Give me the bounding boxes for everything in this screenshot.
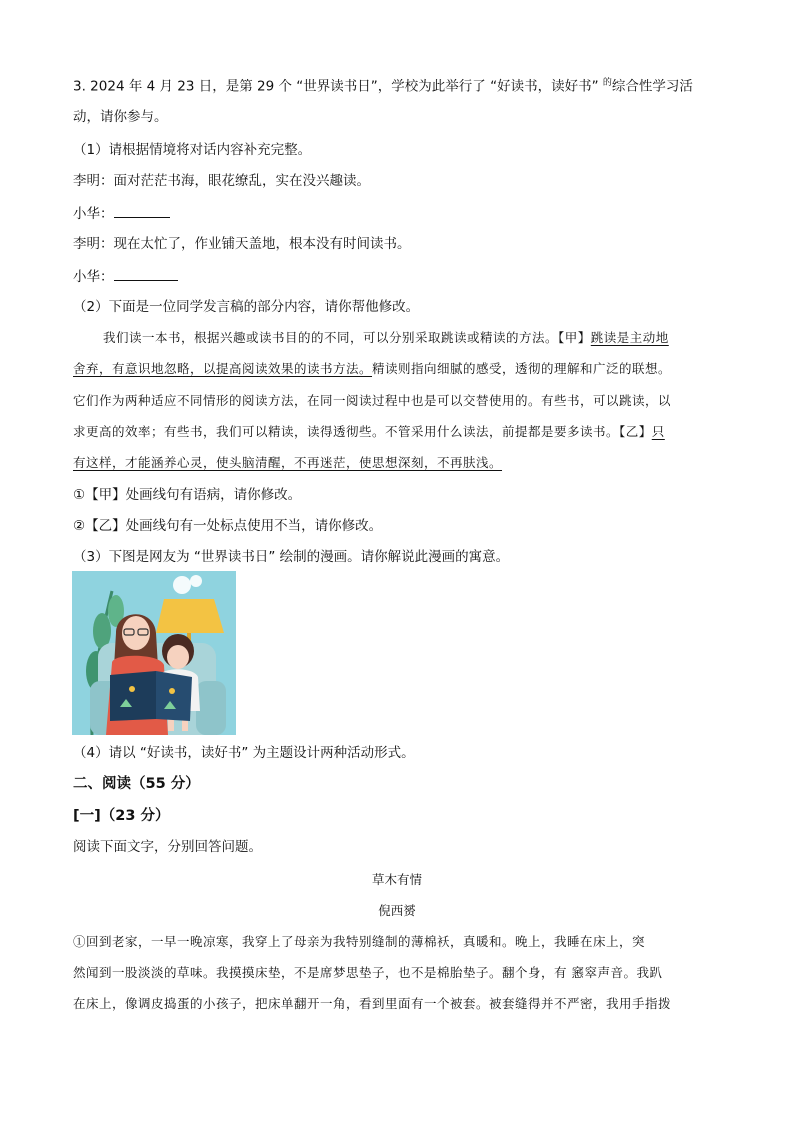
dialogue-xiaohua-1: 小华：: [73, 204, 170, 223]
part-3-prompt: （3）下图是网友为 “世界读书日” 绘制的漫画。请你解说此漫画的寓意。: [73, 549, 510, 565]
dialogue-liming-2: 李明：现在太忙了，作业铺天盖地，根本没有时间读书。: [73, 236, 411, 252]
comic-svg: [72, 571, 236, 735]
part-2-question-b: ②【乙】处画线句有一处标点使用不当，请你修改。: [73, 518, 383, 534]
article-line-3: 在床上，像调皮捣蛋的小孩子，把床单翻开一角，看到里面有一个被套。被套缝得并不严密，我用手指拨: [73, 996, 672, 1011]
dialogue-xiaohua-2: 小华：: [73, 267, 178, 286]
part-2-prompt: （2）下面是一位同学发言稿的部分内容，请你帮他修改。: [73, 299, 420, 315]
answer-blank-1[interactable]: [114, 204, 170, 218]
speech-paragraph-line-4: 求更高的效率；有些书，我们可以精读，读得透彻些。不管采用什么读法，前提都是要多读书。【乙】只: [73, 424, 665, 439]
part-2-question-a: ①【甲】处画线句有语病，请你修改。: [73, 487, 302, 503]
part-1-prompt: （1）请根据情境将对话内容补充完整。: [73, 142, 312, 158]
section-heading: 二、阅读（55 分）: [73, 776, 200, 792]
article-title: 草木有情: [371, 872, 422, 887]
underlined-sentence-jia: 跳读是主动地: [590, 330, 669, 345]
underlined-sentence-yi: 只: [651, 424, 665, 439]
reading-comic-illustration: [72, 571, 236, 735]
answer-blank-2[interactable]: [114, 267, 178, 281]
dialogue-liming-1: 李明：面对茫茫书海，眼花缭乱，实在没兴趣读。: [73, 173, 370, 189]
article-author: 倪西赟: [378, 903, 416, 918]
article-line-2: 然闻到一股淡淡的草味。我摸摸床垫，不是席梦思垫子，也不是棉胎垫子。翻个身，有 窸窣声音。我趴: [73, 965, 663, 980]
question-3-line-1: 3. 2024 年 4 月 23 日，是第 29 个 “世界读书日”，学校为此举行了 “好读书，读好书” $^的$综合性学习活: [73, 78, 693, 95]
speech-paragraph-line-5: 有这样，才能涵养心灵，使头脑清醒，不再迷茫，使思想深刻，不再肤浅。: [73, 455, 503, 470]
reading-instruction: 阅读下面文字，分别回答问题。: [73, 839, 262, 855]
speech-paragraph-line-2: 舍弃，有意识地忽略，以提高阅读效果的读书方法。精读则指向细腻的感受，透彻的理解和广泛的联想。: [73, 361, 672, 376]
speech-paragraph-line-3: 它们作为两种适应不同情形的阅读方法，在同一阅读过程中也是可以交替使用的。有些书，可以跳读，以: [73, 393, 672, 408]
part-4-prompt: （4）请以 “好读书，读好书” 为主题设计两种活动形式。: [73, 745, 415, 761]
speech-paragraph-line-1: 我们读一本书，根据兴趣或读书目的的不同，可以分别采取跳读或精读的方法。【甲】跳读是主动地: [103, 330, 669, 345]
subsection-heading: [一]（23 分）: [73, 808, 170, 824]
superscript-char: 的: [602, 78, 612, 88]
article-line-1: ①回到老家，一早一晚凉寒，我穿上了母亲为我特别缝制的薄棉袄，真暖和。晚上，我睡在床上，突: [73, 934, 646, 949]
question-3-line-2: 动，请你参与。: [73, 109, 168, 125]
